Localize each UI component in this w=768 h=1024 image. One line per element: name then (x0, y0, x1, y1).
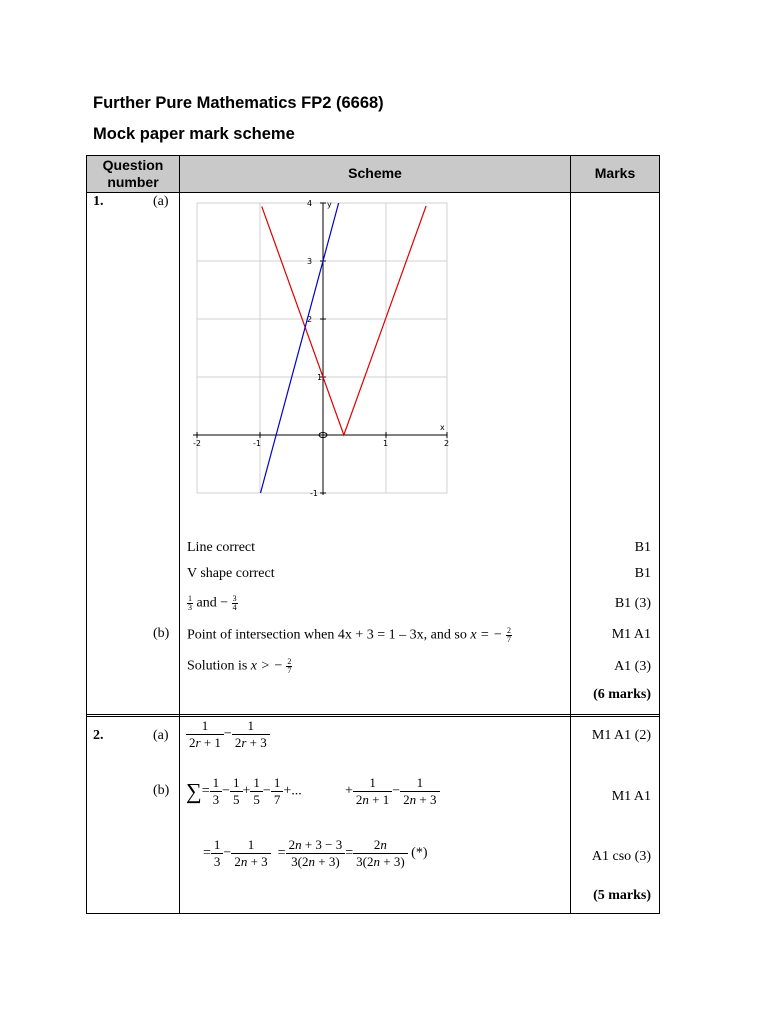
y-tick-label: 1 (317, 373, 323, 382)
mark: M1 A1 (611, 627, 651, 642)
fraction: $\frac{1}{2n + 3}$ (400, 775, 439, 808)
table-border-bottom (86, 913, 660, 914)
fraction: $\frac{2n + 3 - 3}{3(2n + 3)}$ (286, 837, 346, 870)
x-axis-label: x (440, 423, 445, 432)
line-graph (261, 203, 339, 493)
fraction: $\frac{1}{5}$ (230, 775, 243, 808)
table-column-divider-1 (179, 155, 180, 914)
x-tick-label: 2 (444, 439, 450, 448)
sum-expression: ∑= $\frac{1}{3}$ − $\frac{1}{5}$ + $\frac{1}{5}$ − $\frac{1}{7}$ +... (186, 775, 302, 807)
fraction: $\frac{1}{5}$ (250, 775, 263, 808)
table-border-left (86, 155, 87, 914)
fraction: $\frac{2}{7}$ (506, 626, 511, 644)
table-header-divider (86, 192, 660, 193)
solution-text: Solution is x > − $\frac{2}{7}$ (187, 657, 292, 675)
page-title: Further Pure Mathematics FP2 (6668) (93, 94, 384, 112)
fraction: $\frac{3}{4}$ (232, 594, 237, 612)
total-marks: (5 marks) (593, 888, 651, 903)
sigma-symbol: ∑ (186, 778, 202, 804)
y-tick-label: -1 (310, 489, 318, 498)
fraction: $\frac{1}{2n + 1}$ (353, 775, 392, 808)
partial-fractions-expression: $\frac{1}{2r + 1}$ − $\frac{1}{2r + 3}$ (186, 718, 270, 751)
y-tick-label: 2 (307, 315, 313, 324)
sum-result-expression: = $\frac{1}{3}$ − $\frac{1}{2n + 3}$ = $\frac{2n + 3 - 3}{3(2n + 3)}$ = $\frac{2n}{3(2n + 3)}$ (*) (203, 837, 428, 869)
x-tick-label: -1 (253, 439, 261, 448)
question-part-label: (a) (153, 728, 169, 743)
fraction: $\frac{1}{3}$ (210, 775, 223, 808)
question-part-label: (a) (153, 194, 169, 209)
fraction: $\frac{1}{3}$ (188, 594, 192, 612)
x-tick-label: 1 (383, 439, 389, 448)
fraction: $\frac{1}{2r + 3}$ (232, 718, 270, 751)
sum-expression-end: + $\frac{1}{2n + 1}$ − $\frac{1}{2n + 3}$ (345, 775, 440, 808)
mark: A1 (3) (614, 659, 651, 674)
x-tick-label: -2 (193, 439, 201, 448)
v-shape-graph (262, 206, 426, 435)
header-question-number: Question number (102, 157, 164, 190)
fraction: $\frac{1}{2r + 1}$ (186, 718, 224, 751)
fraction: $\frac{2}{7}$ (287, 657, 292, 675)
table-border-top (86, 155, 660, 156)
line-correct-text: Line correct (187, 540, 256, 555)
table-row-divider (86, 714, 660, 715)
mark: M1 A1 (2) (591, 728, 651, 743)
intersection-text: Point of intersection when 4x + 3 = 1 – 3x, and so x = − $\frac{2}{7}$ (187, 626, 511, 644)
question-number: 2. (93, 728, 104, 743)
table-row-divider-2 (86, 716, 660, 717)
mark: B1 (634, 540, 651, 555)
fraction: $\frac{1}{2n + 3}$ (231, 837, 270, 870)
y-tick-label: 4 (307, 199, 313, 208)
total-marks: (6 marks) (593, 687, 651, 702)
page-subtitle: Mock paper mark scheme (93, 125, 295, 143)
y-tick-label: 3 (307, 257, 313, 266)
roots-text: $\frac{1}{3}$ and − $\frac{3}{4}$ (188, 594, 237, 612)
header-scheme: Scheme (348, 165, 402, 181)
y-axis-label: y (327, 200, 332, 209)
table-border-right (659, 155, 660, 914)
fraction: $\frac{1}{7}$ (271, 775, 284, 808)
fraction: $\frac{1}{3}$ (211, 837, 224, 870)
question-number: 1. (93, 194, 104, 209)
mark: B1 (634, 566, 651, 581)
question-part-label: (b) (153, 626, 170, 641)
header-marks: Marks (594, 165, 636, 181)
fraction: $\frac{2n}{3(2n + 3)}$ (353, 837, 408, 870)
v-shape-text: V shape correct (187, 566, 275, 581)
mark: B1 (3) (614, 596, 651, 611)
graph (186, 198, 456, 498)
mark: A1 cso (3) (591, 849, 651, 864)
mark: M1 A1 (611, 789, 651, 804)
question-part-label: (b) (153, 783, 170, 798)
